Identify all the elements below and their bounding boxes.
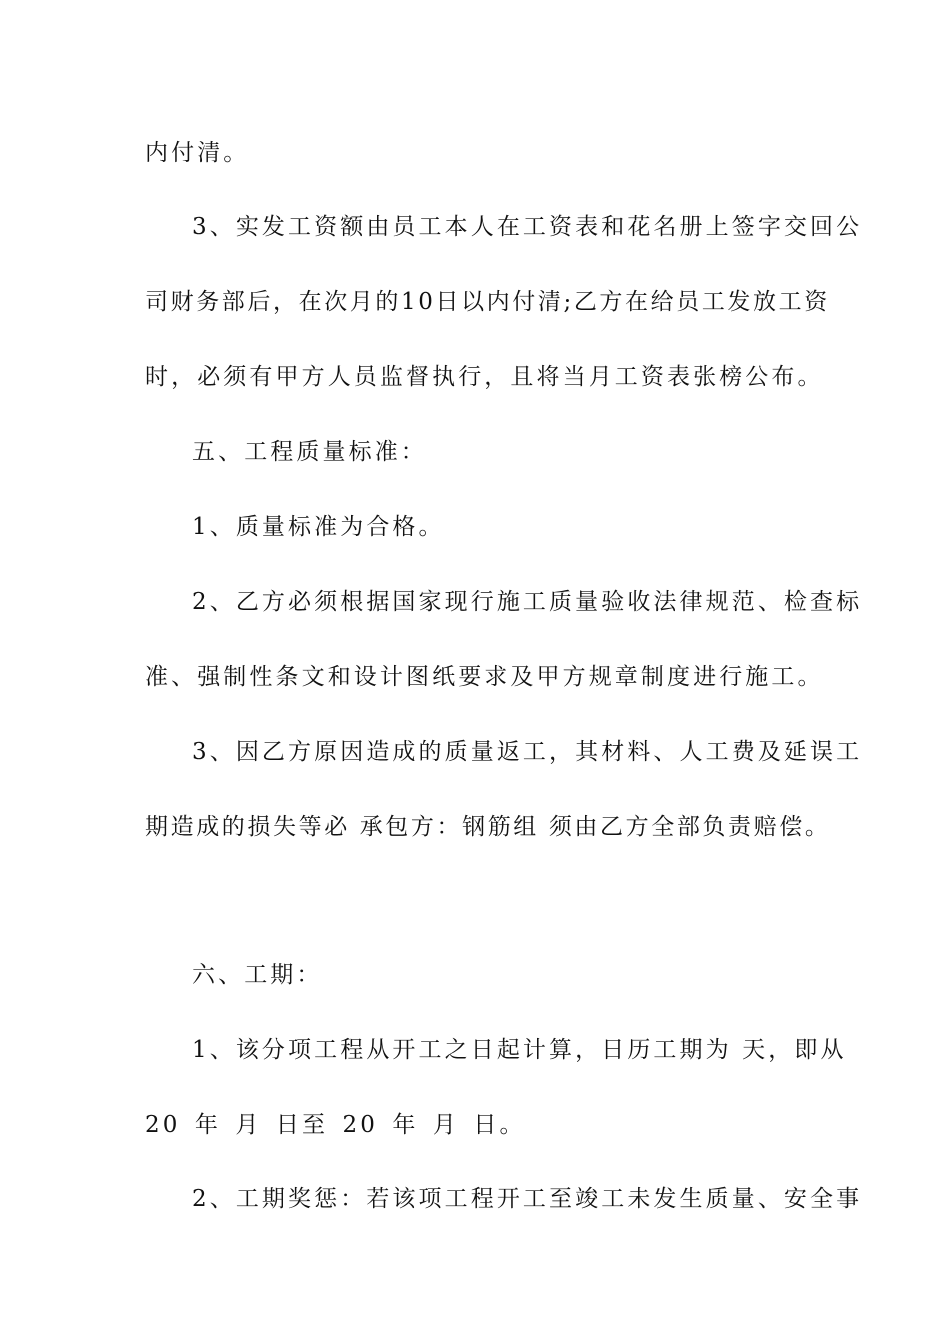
text-line: 1、该分项工程从开工之日起计算，日历工期为 天，即从 (192, 1037, 847, 1063)
text-line: 1、质量标准为合格。 (192, 514, 445, 540)
text-line: 2、工期奖惩：若该项工程开工至竣工未发生质量、安全事 (192, 1186, 863, 1212)
text-line: 20 年 月 日至 20 年 月 日。 (145, 1112, 526, 1138)
text-line: 3、实发工资额由员工本人在工资表和花名册上签字交回公 (192, 214, 863, 240)
text-line: 准、强制性条文和设计图纸要求及甲方规章制度进行施工。 (145, 664, 824, 690)
section-heading: 六、工期： (192, 962, 323, 988)
section-heading: 五、工程质量标准： (192, 439, 427, 465)
text-line: 内付清。 (145, 140, 250, 166)
text-line: 司财务部后，在次月的10日以内付清;乙方在给员工发放工资 (145, 289, 830, 315)
text-line: 3、因乙方原因造成的质量返工，其材料、人工费及延误工 (192, 739, 863, 765)
text-line: 2、乙方必须根据国家现行施工质量验收法律规范、检查标 (192, 589, 863, 615)
text-line: 时，必须有甲方人员监督执行，且将当月工资表张榜公布。 (145, 364, 824, 390)
text-line: 期造成的损失等必 承包方：钢筋组 须由乙方全部负责赔偿。 (145, 814, 831, 840)
